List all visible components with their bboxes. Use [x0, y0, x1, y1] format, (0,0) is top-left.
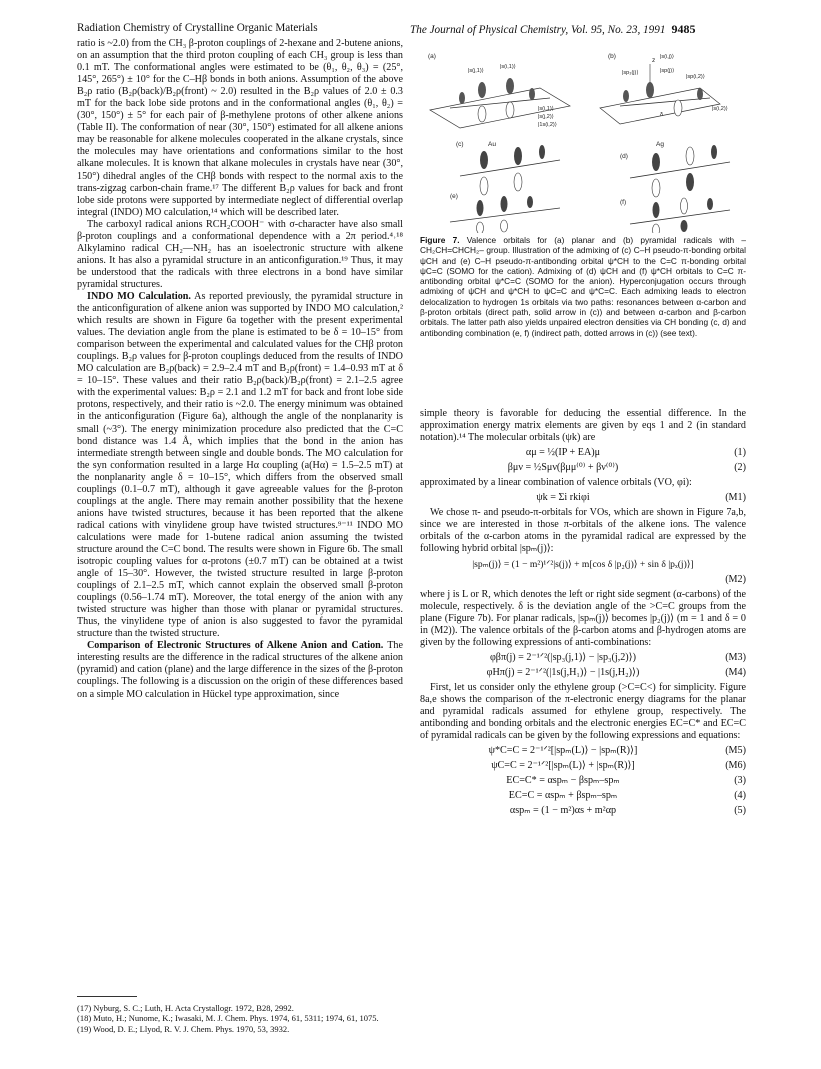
figure-caption: [420, 235, 746, 338]
delta-angle-label: δ: [660, 112, 664, 118]
equation-number: (M2): [725, 573, 746, 585]
symmetry-label-au: Au: [488, 141, 496, 148]
panel-label-d: (d): [620, 153, 628, 160]
orbital-label: |s(i,1)⟩: [500, 64, 516, 70]
equation-body: φβπ(j) = 2⁻¹ᐟ²(|sp₃(j,1)⟩ − |sp₃(j,2)⟩): [489, 651, 637, 663]
equation-body: EC=C* = αspₘ − βspₘ–spₘ: [506, 775, 620, 787]
orbital-lobes-f: [653, 198, 714, 233]
reference-item: (17) Nyburg, S. C.; Luth, H. Acta Crystallogr. 1972, B28, 2992.: [77, 1003, 294, 1013]
carbon-chain-d: [630, 162, 730, 178]
right-column: [420, 408, 746, 820]
equation-5: [420, 805, 746, 817]
equation-M3: [420, 652, 746, 664]
paragraph: We chose π- and pseudo-π-orbitals for VOs, which are shown in Figure 7a,b, since we are interested in those π-orbitals of the alkene ions. The valence orbitals of the α-carbon atoms in the pyramidal radical are expressed by the following hybrid orbital |spₘ(j)⟩:: [420, 507, 746, 555]
figure-7-orbital-diagram: [420, 48, 746, 233]
panel-label-b: (b): [608, 53, 616, 60]
paragraph-text: The interesting results are the difference in the radical structures of the alkene anion (pyramid) and cation (plane) and the large difference in the sizes of the β-proton couplings. The following is a discussion on the origin of these differences based on a simple MO calculation in Hückel type approximation, since: [77, 640, 403, 700]
hybrid-orbitals-b: [623, 82, 703, 116]
section-heading: INDO MO Calculation.: [87, 290, 191, 302]
equation-body: ψC=C = 2⁻¹ᐟ²[|spₘ(L)⟩ + |spₘ(R)⟩]: [491, 760, 635, 772]
paragraph: approximated by a linear combination of valence orbitals (VO, φi):: [420, 477, 692, 489]
panel-label-a: (a): [428, 53, 436, 60]
equation-M1: [420, 492, 746, 504]
orbital-label: |sp(j)⟩: [660, 68, 675, 74]
running-header-title: Radiation Chemistry of Crystalline Organic Materials: [77, 22, 318, 34]
orbital-label: |sp(i,2)⟩: [686, 74, 705, 80]
orbital-label: |s(j,1)⟩: [468, 68, 484, 74]
equation-number: (M4): [725, 666, 746, 678]
equation-body: αspₘ = (1 − m²)αs + m²αp: [509, 805, 617, 817]
journal-citation: The Journal of Physical Chemistry, Vol. 95, No. 23, 1991: [410, 24, 666, 36]
carbon-chain-c: [460, 160, 560, 176]
section-heading: Comparison of Electronic Structures of Alkene Anion and Cation.: [87, 640, 384, 652]
reference-item: (19) Wood, D. E.; Llyod, R. V. J. Chem. Phys. 1970, 53, 3932.: [77, 1023, 290, 1034]
paragraph: where j is L or R, which denotes the left or right side segment (α-carbons) of the molecule, respectively. δ is the deviation angle of the >C=C groups from the plane (Figure 7b). For planar radicals, |spₘ(j)⟩ becomes |p₂(j)⟩ (m = 1 and δ = 0 in (M2)). The valence orbitals of the β-carbon atoms and β-hydrogen atoms are given by the following expressions of anti-combinations:: [420, 588, 746, 648]
paragraph: First, let us consider only the ethylene group (>C=C<) for simplicity. Figure 8a,e shows the comparison of the π-electronic energy diagrams for the planar and pyramidal radicals assumed for ethylene group, respectively. The antibonding and bonding orbitals and the electronic energies EC=C* and EC=C of pyramidal radicals can be given by the following expressions and equations:: [420, 681, 746, 742]
equation-number: (1): [734, 447, 746, 459]
equation-body: φHπ(j) = 2⁻¹ᐟ²(|1s(j,H₁)⟩ − |1s(j,H₂)⟩): [486, 666, 640, 678]
panel-label-c: (c): [456, 141, 464, 148]
references: [77, 1003, 407, 1034]
orbital-label: |1s(i,2)⟩: [538, 122, 557, 128]
equation-2: [420, 462, 746, 474]
page-number: 9485: [671, 22, 696, 36]
equation-body: αμ = ½(IP + EA)μ: [525, 447, 601, 459]
orbital-label: |sp₃(j)⟩: [622, 70, 639, 76]
equation-body: βμν = ½Sμν(βμμ⁽⁰⁾ + βν⁽⁰⁾): [507, 462, 619, 474]
caption-text: Valence orbitals for (a) planar and (b) pyramidal radicals with –CH₂CH=CHCH₂– group. Illustration of the admixing of (c) C–H pseudo-π-bonding orbital ψCH and (e) C–H pseudo-π-antibonding orbital ψ*CH to the C=C π-bonding orbital ψC=C (SOMO for the cation). Admixing of (d) ψCH and (f) ψ*CH orbitals to C=C π-antibonding orbital ψ*C=C (SOMO for the anion). Hyperconjugation occurs through admixing of ψCH and ψ*CH to ψC=C and ψ*C=C. Each admixing leads to electron delocalization to hydrogen 1s orbitals via two paths: resonances between α-carbon and β-proton orbitals (direct path, solid arrow in (c)) and between α-carbon and β-carbon orbitals. The latter path also yields unpaired electron densities via CH bonding (c, d) and antibonding combination (e, f) (indirect path, dotted arrows in (c)) (see text).: [420, 235, 746, 338]
orbital-label: |s(j,2)⟩: [538, 114, 554, 120]
figure-label: Figure 7.: [420, 235, 460, 245]
equation-M4: [420, 667, 746, 679]
paragraph-text: As reported previously, the pyramidal structure in the anticonfiguration of alkene anion was supported by INDO MO calculation,² which results are shown in Figure 6a together with the present experimental values. The deviation angle from the plane is estimated to be δ = 10–15° from comparison between the experimental and calculated values for the CHβ proton couplings. B₂ρ values for β-proton couplings deduced from the results of INDO MO calculation are B₂ρ(back) = 2.9–2.4 mT and B₂ρ(front) = 1.4–0.93 mT at δ = 10–15°. These values and their ratio B₂ρ(back)/B₂ρ(front) = 2.1–2.5 agree with the experimental values: B₂ρ = 2.1 and 1.2 mT for back and front lobe side protons, respectively, and their ratio is ~2.0. The energy minimum was obtained in the anticonfiguration (Figure 6a), although the angle of the nonplanarity is small (~3°). The energy minimization procedure also predicted that the C=C bond distance was 1.4 Å, which implies that the bond in the anion has intermediate strength between single and double bonds. The MO calculation for the syn conformation resulted in a large Hα coupling (a(Hα) = 1.5–2.5 mT) at the nonplanarity angle δ = 10–15°, which differs from the observed small couplings (0.1–0.7 mT), although it gave agreeable values for the β-proton couplings at the angle. There may remain another possibility that the hexene anions have twisted structures, because it has been reported that the alkene radical cations with vinylidene group have twisted structures.⁹⁻¹¹ INDO MO calculations were made for 1-butene radical anion assuming the twisted structure around the C=C bond. The results were shown in Figure 6b. The small isotropic coupling values for α-protons (±0.7 mT) can be obtained at a twist angle of 15–30°. However, the twisted structure resulted in large β-proton couplings of 2.1–2.5 mT, which cannot explain the observed small β-proton couplings (0.56–1.74 mT). Moreover, the total energy of the anion with any twisted structure was higher than those with planar or pyramidal structures. Thus, the vinylidene type of anion is also suggested to favor the pyramidal structure than the twisted structure.: [77, 290, 403, 640]
equation-body: |spₘ(j)⟩ = (1 − m²)¹ᐟ²|s(j)⟩ + m[cos δ |p₂(j)⟩ + sin δ |pₓ(j)⟩]: [472, 558, 694, 570]
equation-number: (M6): [725, 760, 746, 772]
paragraph: [77, 640, 403, 700]
equation-number: (M1): [725, 492, 746, 504]
orbital-lobes-c: [480, 145, 545, 195]
paragraph: The carboxyl radical anions RCH₂COOH⁻ with σ-character have also small β-proton couplings and a conformational dependence with a 2π period.⁴˒¹⁸ Alkylamino radical CH₂—NH₂ has an isoelectronic structure with alkene anions. It has also a pyramidal structure in an anticonfiguration.¹⁹ Thus, it may be understood that the radicals with three electrons in a bond have similar pyramidal structures.: [77, 218, 403, 290]
orbital-label: |s(i,1)⟩: [538, 106, 554, 112]
reference-item: (18) Muto, H.; Nunome, K.; Iwasaki, M. J. Chem. Phys. 1974, 61, 5311; 1974, 61, 1075.: [77, 1013, 379, 1024]
running-header-journal: [410, 22, 695, 37]
panel-label-e: (e): [450, 193, 458, 200]
orbital-label: |s(i,2)⟩: [712, 106, 728, 112]
paragraph: simple theory is favorable for deducing the essential difference. In the approximation energy matrix elements are given by eqs 1 and 2 (in standard notation).¹⁴ The molecular orbitals (ψk) are: [420, 408, 746, 444]
equation-number: (M3): [725, 651, 746, 663]
axis-label-z: z: [652, 57, 656, 64]
symmetry-label-ag: Ag: [656, 141, 664, 148]
equation-M2: [420, 559, 746, 571]
panel-label-f: (f): [620, 199, 627, 206]
carbon-chain-f: [630, 210, 730, 224]
equation-M2-number-row: [420, 574, 746, 586]
orbital-label: |s(i,j)⟩: [660, 54, 674, 60]
left-column: [77, 38, 403, 701]
equation-number: (3): [734, 775, 746, 787]
equation-number: (2): [734, 462, 746, 474]
paragraph: ratio is ~2.0) from the CH₃ β-proton couplings of 2-hexane and 2-butene anions, on an assumption that the third proton coupling of each CH₃ group is less than 0.1 mT. The conformational angles were estimated to be (θ₁, θ₂, θ₃) = (25°, 145°, 265°) ± 10° for the C–Hβ bonds in both anions. Assumption of the above B₂ρ ratio (B₂ρ(back)/B₂ρ(front) ~ 2.0) resulted in the B₂ρ values of 2.0 ± 0.3 mT for the back lobe side protons and in the conformational angles (θ₁, θ₂) = (30°, 150°) ± 5° for each pair of β-methylene protons of other alkene anions (Table II). The conformation of near (30°, 150°) estimated for all alkene anions may be reasonable for alkene molecules cooperated in the alkane crystals, since the molecules may have orientations and conformations similar to the host alkane molecules. It is known that alkane molecules in crystals have near (30°, 150°) dihedral angles of the CHβ bonds with respect to the normal axis to the trans-zigzag carbon-chain frame.¹⁷ The different B₂ρ values for back and front lobe side protons were supported by intermediate neglect of differential overlap integral (INDO) MO calculation,¹⁴ which will be described later.: [77, 38, 403, 218]
equation-1: [420, 447, 746, 459]
orbital-lobes-d: [652, 145, 717, 197]
equation-body: ψ*C=C = 2⁻¹ᐟ²[|spₘ(L)⟩ − |spₘ(R)⟩]: [488, 745, 638, 757]
equation-body: ψk = Σi rkiφi: [536, 492, 590, 504]
equation-3: [420, 775, 746, 787]
equation-M5: [420, 745, 746, 757]
equation-body: EC=C = αspₘ + βspₘ–spₘ: [508, 790, 618, 802]
equation-M6: [420, 760, 746, 772]
equation-4: [420, 790, 746, 802]
equation-number: (4): [734, 790, 746, 802]
orbital-lobes-e: [477, 196, 534, 233]
carbon-chain-b: [620, 98, 710, 106]
equation-number: (5): [734, 805, 746, 817]
equation-number: (M5): [725, 745, 746, 757]
paragraph: [77, 291, 403, 640]
footnote-rule: [77, 996, 137, 997]
